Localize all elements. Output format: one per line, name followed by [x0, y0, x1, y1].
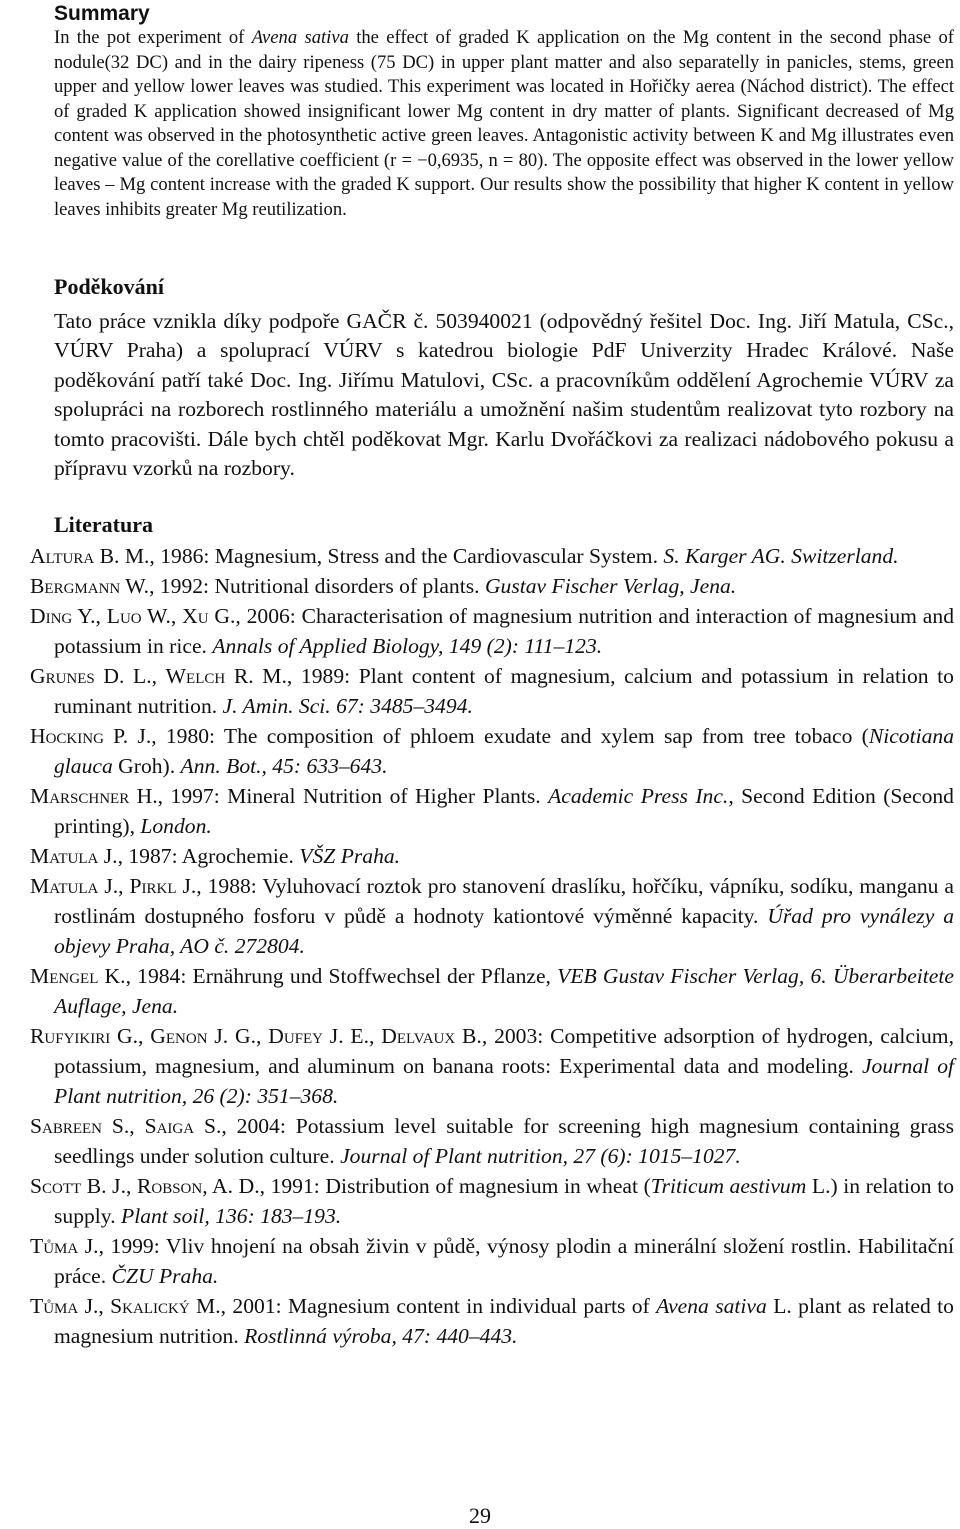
author-initials: G. [208, 604, 236, 628]
species-name: Avena sativa [251, 27, 349, 48]
reference-text: , 2006: Characterisation of magnesium nutrition and interaction of magnesium and potassium in rice. [54, 604, 954, 658]
summary-heading: Summary [54, 2, 150, 25]
author-name: Grunes [30, 664, 95, 688]
author-initials: H. [129, 784, 158, 808]
reference-item [30, 541, 954, 571]
author-initials: J. [78, 1234, 99, 1258]
summary-section [54, 2, 954, 222]
author-name: Welch [165, 664, 226, 688]
summary-text [54, 26, 954, 222]
author-initials: K. [98, 964, 126, 988]
author-name: Tůma [30, 1294, 79, 1318]
author-name: Matula [30, 874, 99, 898]
reference-source: Academic Press Inc. [548, 784, 729, 808]
reference-source: VEB Gustav Fischer Verlag, 6. Überarbeitete Auflage, Jena. [54, 964, 954, 1018]
literature-section [30, 511, 954, 1351]
author-initials: J. [176, 874, 197, 898]
author-name: Genon [150, 1024, 208, 1048]
reference-text: , Second Edition (Second printing), [54, 784, 954, 838]
literature-heading: Literatura [54, 512, 153, 537]
reference-text: , 1992: Nutritional disorders of plants. [149, 574, 485, 598]
reference-source: Nicotiana glauca [54, 724, 954, 778]
acknowledgement-text: Tato práce vznikla díky podpoře GAČR č. 503940021 (odpovědný řešitel Doc. Ing. Jiří Matula, CSc., VÚRV Praha) a spoluprací VÚRV s katedrou biologie PdF Univerzity Hradec Králové. Naše poděkování patří také Doc. Ing. Jiřímu Matulovi, CSc. a pracovníkům oddělení Agrochemie VÚRV za spolupráci na rozborech rostlinného materiálu a umožnění našim studentům realizovat tyto rozbory na tomto pracovišti. Dále bych chtěl poděkovat Mgr. Karlu Dvořáčkovi za realizaci nádobového pokusu a přípravu vzorků na rozbory. [54, 309, 954, 481]
reference-item [30, 1171, 954, 1231]
author-name: Mengel [30, 964, 99, 988]
reference-text: , 2004: Potassium level suitable for screening high magnesium containing grass seedlings under solution culture. [54, 1114, 954, 1168]
reference-source: Úřad pro vynálezy a objevy Praha, AO č. 272804. [54, 904, 954, 958]
reference-item [30, 871, 954, 961]
reference-item [30, 1231, 954, 1291]
author-initials: J. E., [322, 1024, 382, 1048]
author-name: Skalický [110, 1294, 190, 1318]
reference-item [30, 1111, 954, 1171]
reference-item [30, 601, 954, 661]
reference-item [30, 1021, 954, 1111]
acknowledgement-section [54, 274, 954, 483]
author-name: Tůma [30, 1234, 79, 1258]
author-name: Saiga [144, 1114, 195, 1138]
reference-source: S. Karger AG. Switzerland. [663, 544, 899, 568]
author-initials: J., [78, 1294, 111, 1318]
author-name: Xu [182, 604, 209, 628]
reference-source: Gustav Fischer Verlag, Jena. [484, 574, 737, 598]
reference-text: , 1999: Vliv hnojení na obsah živin v půdě, výnosy plodin a minerální složení rostlin. Habilitační práce. [54, 1234, 954, 1288]
author-name: Ding [30, 604, 73, 628]
reference-item [30, 841, 954, 871]
reference-source: ČZU Praha. [111, 1264, 219, 1288]
reference-item [30, 661, 954, 721]
author-initials: J., [98, 874, 130, 898]
author-initials: R. M. [225, 664, 287, 688]
reference-text: , 1991: Distribution of magnesium in wheat ( [259, 1174, 651, 1198]
author-name: Hocking [30, 724, 104, 748]
author-initials: , A. D. [202, 1174, 260, 1198]
reference-text: , 1984: Ernährung und Stoffwechsel der Pflanze, [125, 964, 558, 988]
author-initials: B. M. [94, 544, 150, 568]
reference-text: , 2003: Competitive adsorption of hydrogen, calcium, potassium, magnesium, and aluminum on banana roots: Experimental data and modeling. [54, 1024, 954, 1078]
author-initials: G., [110, 1024, 151, 1048]
reference-list [30, 541, 954, 1351]
author-name: Robson [136, 1174, 203, 1198]
page-number: 29 [469, 1503, 491, 1528]
author-name: Dufey [268, 1024, 323, 1048]
author-name: Sabreen [30, 1114, 103, 1138]
author-name: Pirkl [129, 874, 177, 898]
reference-source: Journal of Plant nutrition, 26 (2): 351–368. [54, 1054, 954, 1108]
author-name: Bergmann [30, 574, 121, 598]
author-initials: W. [120, 574, 150, 598]
author-name: Delvaux [381, 1024, 456, 1048]
reference-text: L.) in relation to supply. [54, 1174, 954, 1228]
author-initials: J. [98, 844, 118, 868]
author-name: Luo [106, 604, 142, 628]
author-initials: D. L., [94, 664, 166, 688]
acknowledgement-heading: Poděkování [54, 274, 165, 299]
reference-text: , 1997: Mineral Nutrition of Higher Plants. [157, 784, 549, 808]
author-initials: B. [455, 1024, 482, 1048]
reference-source: London. [140, 814, 212, 838]
author-name: Rufyikiri [30, 1024, 111, 1048]
reference-item [30, 961, 954, 1021]
author-name: Scott [30, 1174, 82, 1198]
reference-source: J. Amin. Sci. 67: 3485–3494. [222, 694, 473, 718]
reference-text: , 1980: The composition of phloem exudate and xylem sap from tree tobaco ( [151, 724, 869, 748]
reference-text: L. plant as related to magnesium nutrition. [54, 1294, 954, 1348]
reference-text: Groh). [112, 754, 181, 778]
author-name: Matula [30, 844, 99, 868]
reference-source: Triticum aestivum [650, 1174, 807, 1198]
reference-text: , 1989: Plant content of magnesium, calcium and potassium in relation to ruminant nutrition. [54, 664, 954, 718]
author-initials: J. G., [207, 1024, 269, 1048]
reference-item [30, 781, 954, 841]
author-name: Altura [30, 544, 95, 568]
summary-text-part: the effect of graded K application on the Mg content in the second phase of nodule(32 DC) and in the dairy ripeness (75 DC) in upper plant matter and also separatelly in panicles, stems, green upper and yellow lower leaves was studied. This experiment was located in Hořičky aerea (Náchod district). The effect of graded K application showed insignificant lower Mg content in dry matter of plants. Significant decreased of Mg content was observed in the photosynthetic active green leaves. Antagonistic activity between K and Mg illustrates even negative value of the corellative coefficient (r = −0,6935, n = 80). The opposite effect was observed in the lower yellow leaves – Mg content increase with the graded K support. Our results show the possibility that higher K content in yellow leaves inhibits greater Mg reutilization. [54, 27, 954, 220]
reference-text: , 2001: Magnesium content in individual parts of [220, 1294, 657, 1318]
author-initials: P. J. [103, 724, 152, 748]
reference-item [30, 721, 954, 781]
reference-item [30, 1291, 954, 1351]
reference-source: Journal of Plant nutrition, 27 (6): 1015–1027. [340, 1144, 741, 1168]
reference-source: VŠZ Praha. [299, 844, 401, 868]
author-initials: S. [194, 1114, 222, 1138]
reference-source: Avena sativa [656, 1294, 767, 1318]
reference-source: Ann. Bot., 45: 633–643. [180, 754, 388, 778]
reference-text: , 1986: Magnesium, Stress and the Cardiovascular System. [149, 544, 664, 568]
author-initials: B. J., [81, 1174, 137, 1198]
summary-text-part: In the pot experiment of [54, 27, 252, 48]
reference-text: , 1988: Vyluhovací roztok pro stanovení draslíku, hořčíku, vápníku, sodíku, manganu a rostlinám dostupného fosforu v půdě a hodnoty kationtové výměnné kapacity. [54, 874, 955, 928]
reference-source: Plant soil, 136: 183–193. [121, 1204, 342, 1228]
reference-source: Rostlinná výroba, 47: 440–443. [244, 1324, 518, 1348]
reference-source: Annals of Applied Biology, 149 (2): 111–123. [212, 634, 603, 658]
reference-item [30, 571, 954, 601]
author-initials: M. [189, 1294, 221, 1318]
author-initials: Y., [72, 604, 107, 628]
author-initials: W., [141, 604, 183, 628]
author-initials: S., [102, 1114, 145, 1138]
reference-text: , 1987: Agrochemie. [117, 844, 300, 868]
author-name: Marschner [30, 784, 130, 808]
